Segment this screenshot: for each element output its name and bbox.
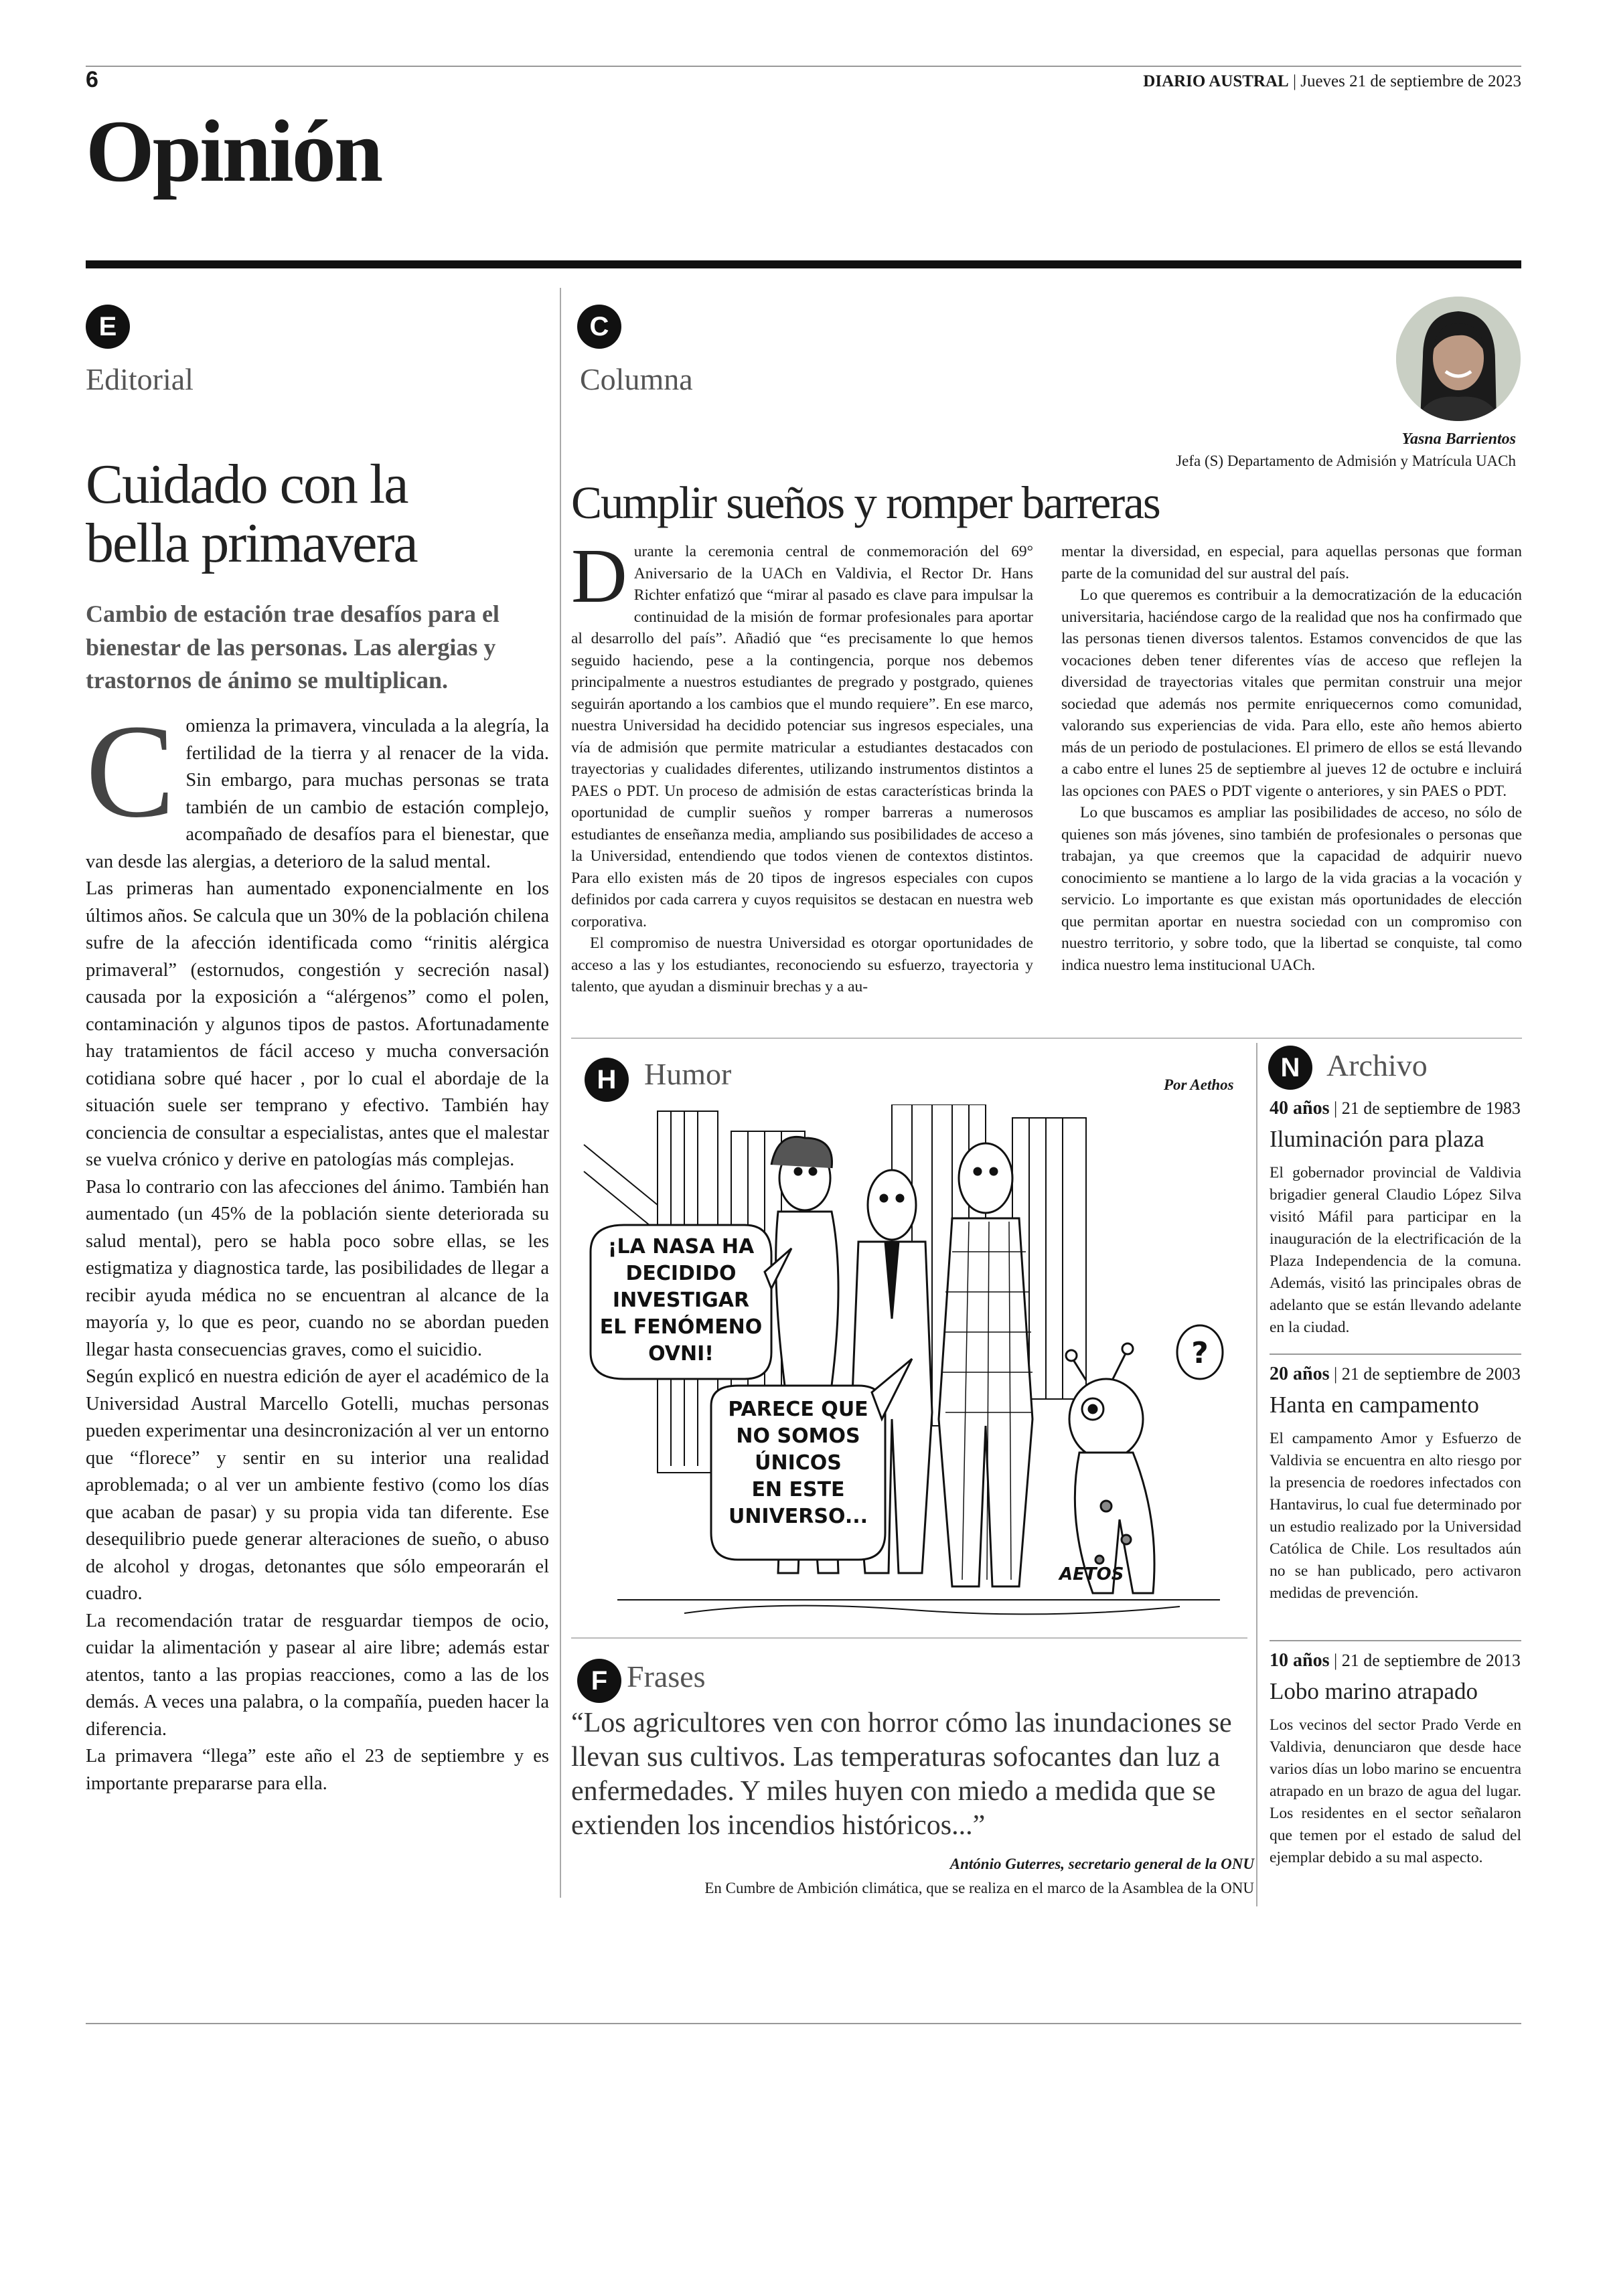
editorial-paragraph-2: Las primeras han aumentado exponencialmente en los últimos años. Se calcula que un 30% de la población chilena sufre de la afección identificada como “rinitis alérgica primaveral” (estornudos, congestión y secreción nasal) causada por la exposición a “alérgenos” como el polen, contaminación y algunos tipos de pastos. Afortunadamente hay tratamientos de fácil acceso y mucha conversación cotidiana sobre qué hacer , por lo cual el abordaje de la situación suele ser temprano y efectivo. También hay conciencia de consultar a especialistas, antes que el malestar se vuelva crónico y derive en patologías más complejas. [86, 878, 549, 1170]
bubble1-line5: OVNI! [648, 1342, 714, 1366]
columna-p1-text: urante la ceremonia central de conmemoración del 69° Aniversario de la UACh en Valdivia, el Rector Dr. Hans Richter enfatizó que “mirar al pasado es clave para impulsar la continuidad de la misión de formar profesionales para aportar al desarrollo del país”. Añadió que “es precisamente lo que hemos seguido haciendo, pese a la contingencia, porque nos debemos principalmente a nuestros estudiantes de pregrado y postgrado, quienes seguirán aportando a los cambios que el mundo requiere”. En ese marco, nuestra Universidad ha decidido potenciar sus ingresos especiales, una vía de admisión que permite matricular a estudiantes destacados con trayectorias y cualidades diferentes, utilizando instrumentos distintos a PAES o PDT. Un proceso de admisión de estas características brinda la oportunidad de cumplir sueños y romper barreras a numerosos estudiantes de enseñanza media, ampliando sus posibilidades de acceso a la Universidad, entendiendo que todos vienen de contextos distintos. Para ello existen más de 20 tipos de ingresos especiales con cupos definidos por cada carrera y cuyos requisitos se destacan en nuestra web corporativa. [571, 543, 1033, 930]
editorial-badge: E [86, 305, 130, 349]
editorial-headline [86, 455, 541, 573]
archivo-item-3-date: 21 de septiembre de 2013 [1341, 1651, 1521, 1670]
archivo-item-1-separator: | [1329, 1098, 1342, 1118]
page-bottom-rule [86, 2023, 1521, 2024]
archivo-kicker: Archivo [1326, 1048, 1428, 1082]
archivo-item-3-title: Lobo marino atrapado [1270, 1678, 1478, 1704]
columna-author: Yasna Barrientos [1401, 430, 1516, 448]
columna-paragraph-2: El compromiso de nuestra Universidad es otorgar oportunidades de acceso a las y los estudiantes, reconociendo su esfuerzo, trayectoria y talento, que ayudan a disminuir brechas y a au- [571, 934, 1033, 995]
archivo-item-1-text: El gobernador provincial de Valdivia brigadier general Claudio López Silva visitó Máfil para participar en la inauguración de la electrificación de la Plaza Independencia de la comuna. Además, visitó las principales obras de adelanto que se están llevando adelante en la ciudad. [1270, 1164, 1521, 1336]
bubble1-line4: EL FENÓMENO [599, 1315, 763, 1339]
editorial-body [86, 698, 549, 1797]
archivo-item-1-header [1270, 1098, 1521, 1119]
bubble1-line3: INVESTIGAR [612, 1289, 750, 1312]
editorial-dek: Cambio de estación trae desafíos para el bienestar de las personas. Las alergias y trastornos de ánimo se multiplican. [86, 600, 500, 694]
columna-bottom-rule [571, 1038, 1522, 1039]
bubble2-line1: PARECE QUE [728, 1398, 868, 1421]
page-number: 6 [86, 67, 98, 92]
frases-attribution: António Guterres, secretario general de la ONU [949, 1856, 1254, 1872]
editorial-paragraph-5: La recomendación tratar de resguardar tiempos de ocio, cuidar la alimentación y pasear al aire libre; además estar atentos, tanto a las propias reacciones, como a las de los demás. A veces una palabra, o la compañía, pueden hacer la diferencia. [86, 1610, 549, 1740]
bubble2-line5: UNIVERSO... [728, 1505, 868, 1528]
archivo-item-2-separator: | [1329, 1364, 1342, 1384]
columna-kicker: Columna [580, 362, 693, 396]
humor-badge: H [585, 1058, 629, 1102]
archivo-badge: N [1268, 1046, 1312, 1090]
archivo-item-2 [1270, 1364, 1521, 1605]
archivo-item-3-separator: | [1329, 1651, 1342, 1670]
archivo-item-3-years: 10 años [1270, 1650, 1330, 1671]
quote-line-2: llevan sus cultivos. Las temperaturas sofocantes dan luz a [571, 1742, 1221, 1773]
quote-line-3: enfermedades. Y miles huyen con miedo a medida que se [571, 1776, 1216, 1807]
editorial-headline-line2: bella primavera [86, 512, 417, 575]
column-divider-right [1256, 1043, 1257, 1906]
archivo-item-1-years: 40 años [1270, 1098, 1330, 1119]
archivo-item-3-text: Los vecinos del sector Prado Verde en Valdivia, denunciaron que desde hace varios días un lobo marino se encuentra atrapado en un brazo de agua del lugar. Los residentes en el sector señalaron que temen por el estado de salud del ejemplar debido a su mal aspecto. [1270, 1716, 1521, 1866]
bubble2-line3: ÚNICOS [755, 1451, 842, 1475]
archivo-item-3 [1270, 1650, 1521, 1869]
columna-badge: C [577, 305, 621, 349]
archivo-item-2-title: Hanta en campamento [1270, 1392, 1479, 1418]
archivo-item-2-date: 21 de septiembre de 2003 [1341, 1364, 1521, 1384]
editorial-kicker: Editorial [86, 362, 194, 396]
archivo-divider-1 [1270, 1354, 1521, 1355]
cartoon-signature: AETOS [1059, 1564, 1124, 1584]
editorial-p1-text: omienza la primavera, vinculada a la alegría, la fertilidad de la tierra y al renacer de la vida. Sin embargo, para muchas personas se trata también de un cambio de estación complejo, acompañado de desafíos para el bienestar, que van desde las alergias, a deterioro de la salud mental. [86, 716, 549, 872]
alien-bubble-text: ? [1191, 1336, 1209, 1370]
archivo-item-2-years: 20 años [1270, 1364, 1330, 1384]
columna-headline: Cumplir sueños y romper barreras [571, 477, 1160, 528]
archivo-item-2-header [1270, 1364, 1521, 1385]
masthead [1143, 72, 1521, 91]
humor-kicker: Humor [644, 1057, 732, 1091]
top-thin-rule [86, 66, 1521, 67]
humor-bottom-rule [571, 1637, 1247, 1639]
frases-kicker: Frases [627, 1659, 706, 1694]
bubble1-line2: DECIDIDO [625, 1262, 737, 1285]
section-title: Opinión [86, 102, 382, 200]
bubble2-line4: EN ESTE [751, 1478, 845, 1501]
cartoon [577, 1104, 1244, 1627]
author-portrait-icon [1396, 297, 1521, 421]
columna-paragraph-4: Lo que queremos es contribuir a la democratización de la educación universitaria, haciéndose cargo de la realidad que nos ha confirmado que las personas tienen diversos talentos. Estamos convencidos de que las vocaciones deben tener diferentes vías de acceso que reflejen la diversidad de trayectorias vitales que permitan construir una mejor sociedad que además nos permite enriquecernos como comunidad, valorando sus experiencias de vida. Para ello, este año hemos abierto más de un periodo de postulaciones. El primero de ellos se está llevando a cabo entre el lunes 25 de septiembre al jueves 12 de octubre e incluirá las opciones con PAES o PDT vigente o anteriores, y sin PAES o PDT. [1061, 586, 1522, 800]
bubble2-line2: NO SOMOS [736, 1424, 860, 1448]
editorial-paragraph-1 [86, 698, 549, 876]
frases-quote [571, 1706, 1247, 1843]
editorial-dropcap: C [86, 698, 175, 845]
masthead-separator: | [1292, 72, 1301, 90]
section-thick-rule [86, 260, 1521, 268]
archivo-item-1 [1270, 1098, 1521, 1339]
column-divider-left [560, 288, 561, 1898]
archivo-divider-2 [1270, 1640, 1521, 1641]
editorial-paragraph-6: La primavera “llega” este año el 23 de septiembre y es importante prepararse para ella. [86, 1746, 549, 1794]
columna-left-column [571, 534, 1033, 998]
archivo-item-1-title: Iluminación para plaza [1270, 1126, 1484, 1152]
editorial-paragraph-3: Pasa lo contrario con las afecciones del ánimo. También han aumentado (un 45% de la población siente deteriorada su salud mental), pero se habla poco sobre ellas, se les estigmatiza y diagnostica tarde, las posibilidades de llegar a recibir ayuda médica no se encuentran al alcance de la mayoría y, lo que es peor, cuando no se abordan pueden llegar hasta consecuencias graves, como el suicidio. [86, 1176, 549, 1360]
author-photo [1396, 297, 1521, 421]
paper-name: DIARIO AUSTRAL [1143, 72, 1289, 90]
archivo-item-2-text: El campamento Amor y Esfuerzo de Valdivia se encuentra en alto riesgo por la presencia de roedores infectados con Hantavirus, lo cual fue determinado por un estudio realizado por la Universidad Católica de Chile. Los resultados aún no se han publicado, pero activaron medidas de prevención. [1270, 1430, 1521, 1602]
editorial-headline-line1: Cuidado con la [86, 453, 408, 515]
columna-author-role: Jefa (S) Departamento de Admisión y Matrícula UACh [1176, 453, 1516, 469]
columna-paragraph-1 [571, 534, 1033, 932]
columna-paragraph-5: Lo que buscamos es ampliar las posibilidades de acceso, no sólo de quienes son más jóvenes, sino también de profesionales o personas que trabajan, ya que creemos que la capacidad de adquirir nuevo conocimiento se mantiene a lo largo de la vida gracias a la vocación y servicio. Lo importante es que existan más oportunidades de elección que permitan aportar en nuestra sociedad con un compromiso con nuestro territorio, y sobre todo, que la libertad se conquiste, tal como indica nuestro lema institucional UACh. [1061, 804, 1522, 974]
issue-date: Jueves 21 de septiembre de 2023 [1300, 72, 1521, 90]
quote-line-1: “Los agricultores ven con horror cómo las inundaciones se [571, 1708, 1232, 1738]
editorial-paragraph-4: Según explicó en nuestra edición de ayer el académico de la Universidad Austral Marcello Gotelli, muchas personas pueden experimentar una desincronización al ver un entorno que “florece” y sentir en su interior una realidad aproblemada; o al ver un ambiente festivo (como los días que acaban de pasar) y su propia vida tan diferente. Ese desequilibrio puede generar alteraciones de sueño, o abuso de alcohol y drogas, detonantes que sólo empeorarán el cuadro. [86, 1366, 549, 1604]
frases-context: En Cumbre de Ambición climática, que se realiza en el marco de la Asamblea de la ONU [704, 1880, 1254, 1896]
quote-line-4: extienden los incendios históricos...” [571, 1810, 986, 1841]
archivo-item-1-date: 21 de septiembre de 1983 [1341, 1098, 1521, 1118]
humor-credit: Por Aethos [1164, 1076, 1234, 1093]
bubble1-line1: ¡LA NASA HA [607, 1235, 755, 1258]
columna-paragraph-3: mentar la diversidad, en especial, para aquellas personas que forman parte de la comunidad del sur austral del país. [1061, 543, 1522, 582]
archivo-item-3-header [1270, 1650, 1521, 1671]
cartoon-drawing [577, 1104, 1244, 1627]
columna-dropcap: D [571, 534, 627, 619]
frases-badge: F [577, 1659, 621, 1703]
columna-right-column [1061, 541, 1522, 976]
